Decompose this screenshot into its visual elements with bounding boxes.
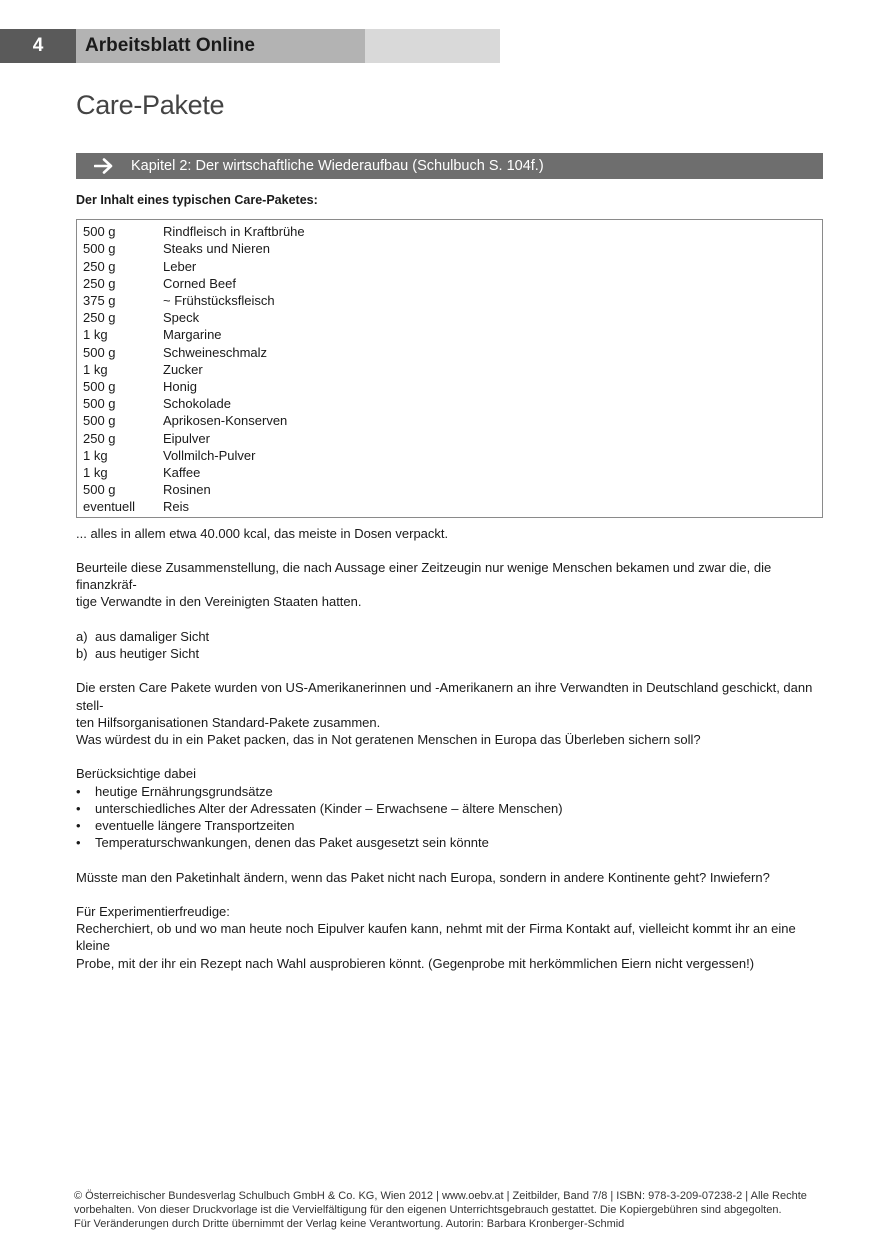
bullet-text: Temperaturschwankungen, denen das Paket ausgesetzt sein könnte [95,835,489,851]
task1-option-b [76,645,823,662]
package-item-name: Steaks und Nieren [163,241,270,257]
package-quantity: 1 kg [83,447,108,463]
option-text: aus heutiger Sicht [95,646,200,662]
copyright-footer [74,1190,819,1231]
worksheet-content [76,192,823,972]
package-quantity: 1 kg [83,327,108,343]
task2-text-line1: Die ersten Care Pakete wurden von US-Amerikanerinnen und -Amerikanern an ihre Verwandten in Deutschland geschickt, dann stell- [76,680,813,713]
worksheet-label: Arbeitsblatt Online [76,29,365,63]
package-row [83,481,816,498]
package-row [83,447,816,464]
package-row [83,275,816,292]
package-quantity: 250 g [83,310,116,326]
option-text: aus damaliger Sicht [95,628,210,644]
task1-option-a [76,628,823,645]
chapter-title: Kapitel 2: Der wirtschaftliche Wiederaufbau (Schulbuch S. 104f.) [131,158,544,174]
package-quantity: 500 g [83,396,116,412]
package-item-name: ~ Frühstücksfleisch [163,293,275,309]
task1-text-line1: Beurteile diese Zusammenstellung, die nach Aussage einer Zeitzeugin nur wenige Menschen bekamen und zwar die, die finanzkräf- [76,560,772,593]
package-item-name: Rindfleisch in Kraftbrühe [163,224,305,240]
bullet-marker: • [76,818,81,834]
package-row [83,223,816,240]
package-row [83,309,816,326]
package-item-name: Aprikosen-Konserven [163,413,288,429]
bullet-text: unterschiedliches Alter der Adressaten (Kinder – Erwachsene – ältere Menschen) [95,800,563,816]
package-row [83,412,816,429]
package-quantity: 500 g [83,241,116,257]
package-item-name: Corned Beef [163,275,236,291]
package-quantity: 1 kg [83,465,108,481]
task1-text-line2: tige Verwandte in den Vereinigten Staaten hatten. [76,594,362,610]
bullet-marker: • [76,783,81,799]
package-quantity: 1 kg [83,361,108,377]
package-row [83,378,816,395]
task3-text: Müsste man den Paketinhalt ändern, wenn das Paket nicht nach Europa, sondern in andere Kontinente geht? Inwiefern? [76,869,770,885]
package-quantity: 500 g [83,379,116,395]
package-heading: Der Inhalt eines typischen Care-Paketes: [76,193,318,207]
consider-label: Berücksichtige dabei [76,766,196,782]
package-row [83,430,816,447]
bullet-text: eventuelle längere Transportzeiten [95,818,295,834]
footer-line: Für Veränderungen durch Dritte übernimmt der Verlag keine Verantwortung. Autorin: Barbara Kronberger-Schmid [74,1217,625,1230]
package-quantity: 375 g [83,293,116,309]
header-bar [0,29,500,63]
experiment-text-line1: Recherchiert, ob und wo man heute noch Eipulver kaufen kann, nehmt mit der Firma Kontakt auf, vielleicht kommt ihr an eine kleine [76,921,796,954]
package-row [83,464,816,481]
package-item-name: Vollmilch-Pulver [163,447,256,463]
package-row [83,240,816,257]
package-item-name: Honig [163,379,197,395]
package-item-name: Rosinen [163,482,211,498]
option-marker: a) [76,628,88,644]
task2-text-line2: ten Hilfsorganisationen Standard-Pakete zusammen. [76,714,381,730]
package-quantity: 250 g [83,430,116,446]
package-item-name: Margarine [163,327,222,343]
bullet-text: heutige Ernährungsgrundsätze [95,783,273,799]
package-row [83,258,816,275]
package-row [83,361,816,378]
bullet-item [76,834,823,851]
package-quantity: 500 g [83,224,116,240]
chapter-bar [76,153,823,179]
package-quantity: 500 g [83,482,116,498]
header-decoration [365,29,500,63]
bullet-item [76,783,823,800]
package-quantity: 500 g [83,413,116,429]
package-row [83,498,816,515]
package-quantity: 250 g [83,258,116,274]
option-marker: b) [76,646,88,662]
experiment-label: Für Experimentierfreudige: [76,904,230,920]
package-item-name: Kaffee [163,465,201,481]
page-number: 4 [0,29,76,63]
package-row [83,395,816,412]
package-item-name: Reis [163,499,190,515]
package-item-name: Speck [163,310,200,326]
bullet-marker: • [76,835,81,851]
task2-question: Was würdest du in ein Paket packen, das in Not geratenen Menschen in Europa das Überleben sichern soll? [76,732,701,748]
bullet-marker: • [76,800,81,816]
experiment-text-line2: Probe, mit der ihr ein Rezept nach Wahl ausprobieren könnt. (Gegenprobe mit herkömmlichen Eiern nicht vergessen!) [76,955,755,971]
package-row [83,292,816,309]
package-quantity: 250 g [83,275,116,291]
page-title: Care-Pakete [76,90,225,120]
bullet-item [76,817,823,834]
package-row [83,344,816,361]
package-quantity: eventuell [83,499,136,515]
arrow-right-icon [76,158,131,174]
footer-line: © Österreichischer Bundesverlag Schulbuch GmbH & Co. KG, Wien 2012 | www.oebv.at | Zeitbilder, Band 7/8 | ISBN: 978-3-209-07238-2 | Alle Rechte [74,1190,807,1202]
package-summary: ... alles in allem etwa 40.000 kcal, das meiste in Dosen verpackt. [76,525,449,541]
package-row [83,326,816,343]
package-quantity: 500 g [83,344,116,360]
package-contents-table [76,219,823,517]
bullet-item [76,800,823,817]
footer-line: vorbehalten. Von dieser Druckvorlage ist die Vervielfältigung für den eigenen Unterrichtsgebrauch gestattet. Die Kopiergebühren sind abgegolten. [74,1203,782,1216]
package-item-name: Zucker [163,361,203,377]
package-item-name: Leber [163,258,197,274]
package-item-name: Schokolade [163,396,231,412]
package-item-name: Schweineschmalz [163,344,268,360]
package-item-name: Eipulver [163,430,210,446]
